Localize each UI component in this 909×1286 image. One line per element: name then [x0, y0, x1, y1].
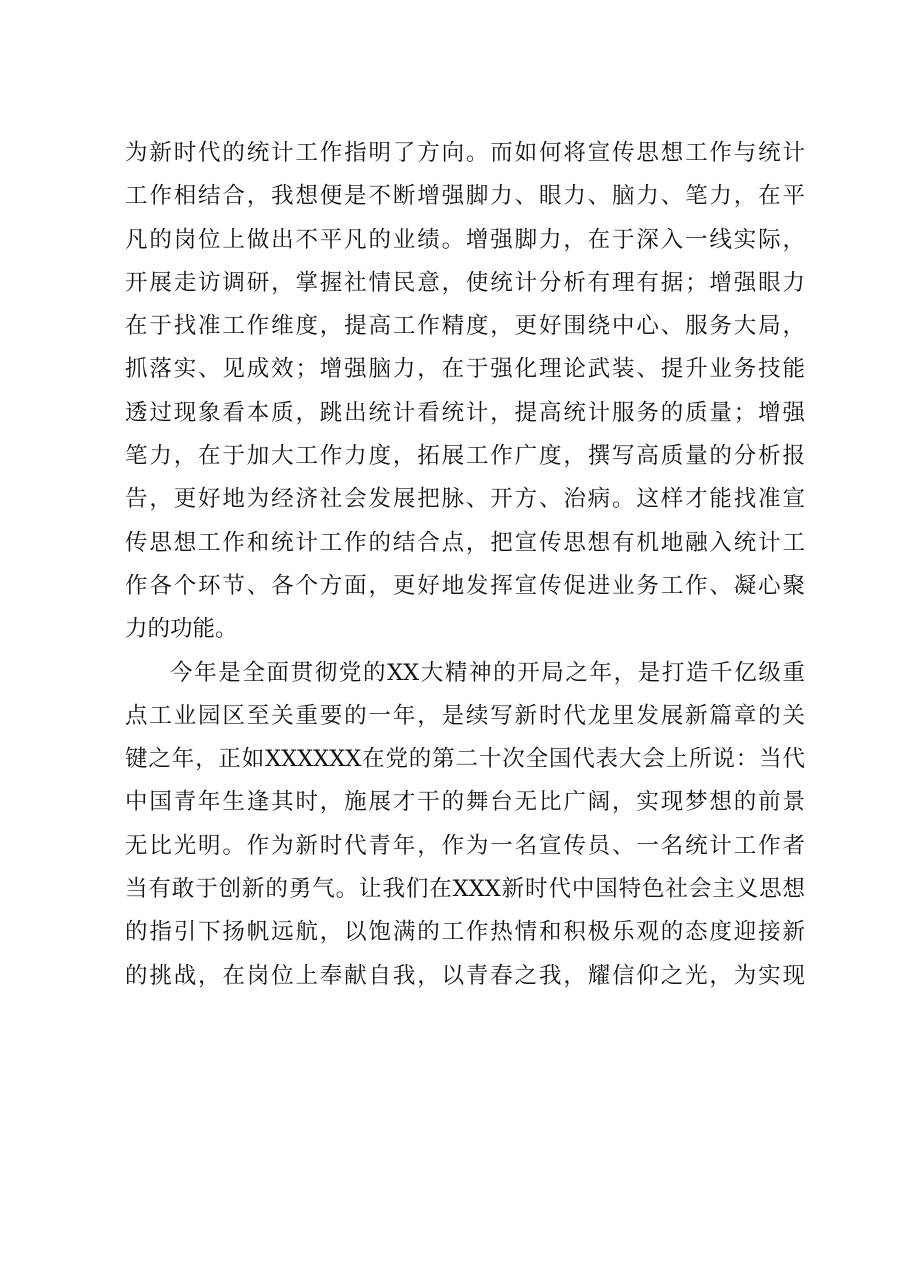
- text-line: 力的功能。: [125, 616, 238, 643]
- text-line: 开展走访调研，掌握社情民意，使统计分析有理有据；增强眼力: [125, 269, 805, 296]
- text-line: 透过现象看本质，跳出统计看统计，提高统计服务的质量；增强: [125, 399, 805, 426]
- text-line: 的挑战，在岗位上奉献自我，以青春之我，耀信仰之光，为实现: [125, 962, 805, 989]
- text-line: 点工业园区至关重要的一年，是续写新时代龙里发展新篇章的关: [125, 702, 805, 729]
- document-page: [125, 132, 805, 998]
- text-line: 中国青年生逢其时，施展才干的舞台无比广阔，实现梦想的前景: [125, 789, 805, 816]
- text-line: 无比光明。作为新时代青年，作为一名宣传员、一名统计工作者: [125, 832, 805, 859]
- text-line: 传思想工作和统计工作的结合点，把宣传思想有机地融入统计工: [125, 529, 805, 556]
- text-line: 笔力，在于加大工作力度，拓展工作广度，撰写高质量的分析报: [125, 443, 805, 470]
- text-line: 凡的岗位上做出不平凡的业绩。增强脚力，在于深入一线实际，: [125, 226, 805, 253]
- text-line: 当有敢于创新的勇气。让我们在XXX新时代中国特色社会主义思想: [125, 876, 805, 903]
- paragraph-2: [125, 652, 805, 998]
- text-line: 告，更好地为经济社会发展把脉、开方、治病。这样才能找准宣: [125, 486, 805, 513]
- paragraph-1: [125, 132, 805, 652]
- text-line: 抓落实、见成效；增强脑力，在于强化理论武装、提升业务技能: [125, 356, 805, 383]
- text-line: 为新时代的统计工作指明了方向。而如何将宣传思想工作与统计: [125, 140, 805, 166]
- text-line: 作各个环节、各个方面，更好地发挥宣传促进业务工作、凝心聚: [125, 572, 805, 599]
- text-line: 的指引下扬帆远航，以饱满的工作热情和积极乐观的态度迎接新: [125, 919, 805, 946]
- text-line: 工作相结合，我想便是不断增强脚力、眼力、脑力、笔力，在平: [125, 183, 805, 210]
- text-line: 今年是全面贯彻党的XX大精神的开局之年，是打造千亿级重: [170, 659, 805, 686]
- text-line: 键之年，正如XXXXXX在党的第二十次全国代表大会上所说：当代: [125, 746, 805, 773]
- text-line: 在于找准工作维度，提高工作精度，更好围绕中心、服务大局，: [125, 313, 805, 340]
